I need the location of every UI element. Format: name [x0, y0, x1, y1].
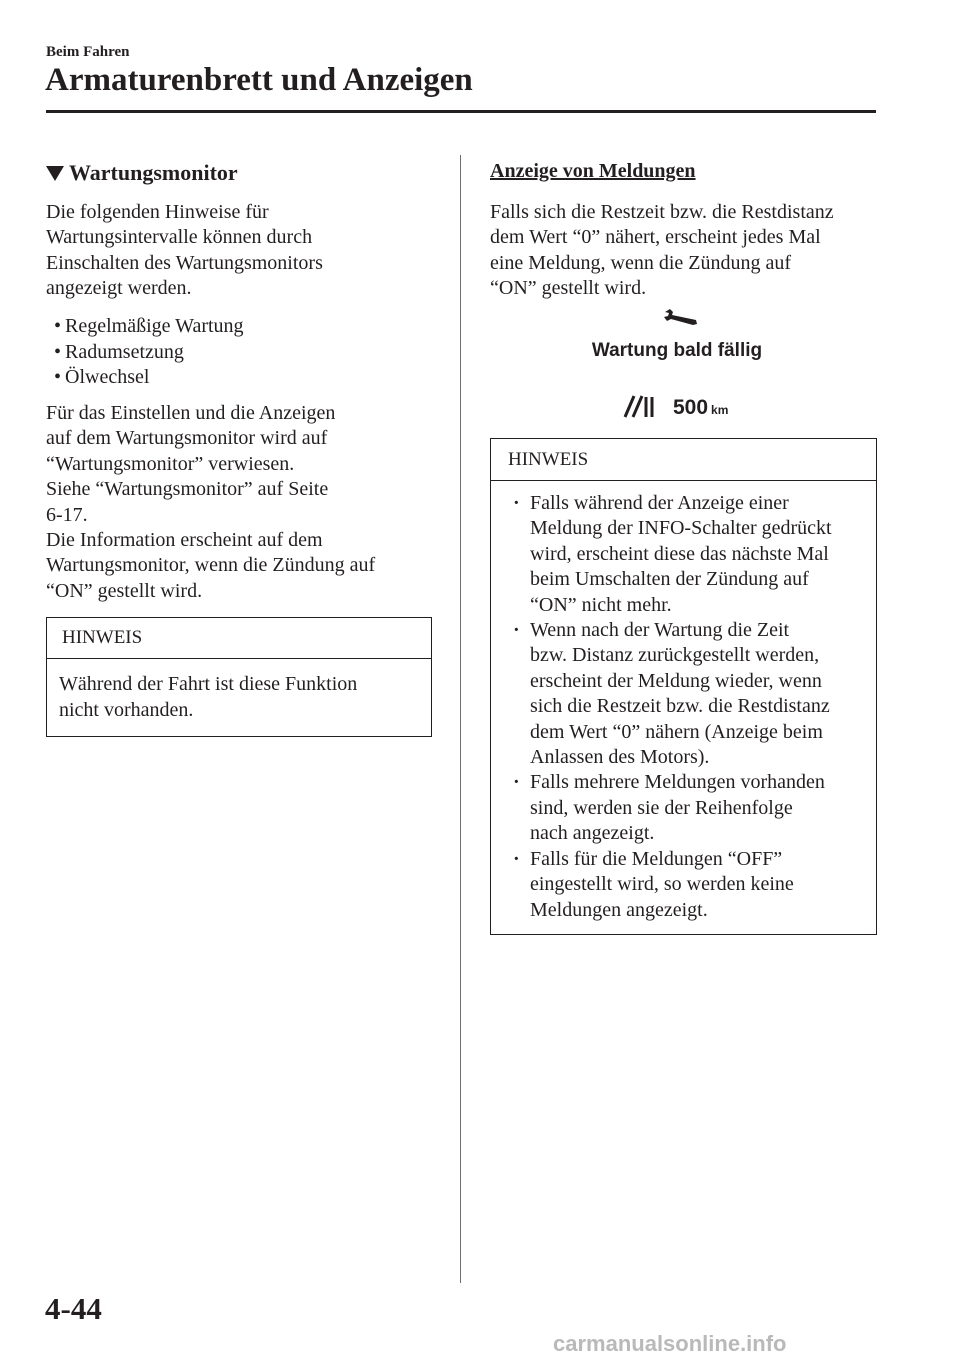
list-item [505, 770, 868, 846]
para-line: “ON” gestellt wird. [490, 277, 647, 300]
subheading-anzeige-von-meldungen: Anzeige von Meldungen [490, 160, 696, 182]
note-title: HINWEIS [491, 439, 876, 481]
intro-paragraph [46, 200, 436, 302]
note-line: nicht vorhanden. [59, 699, 194, 721]
setup-line: 6-17. [46, 503, 88, 526]
note-line: bzw. Distanz zurückgestellt werden, [530, 644, 820, 667]
service-road-icon [622, 393, 656, 419]
list-item: • Radumsetzung [54, 340, 244, 366]
setup-line: Für das Einstellen und die Anzeigen [46, 402, 336, 424]
header-rule [46, 110, 876, 113]
note-line: Meldung der INFO-Schalter gedrückt [530, 517, 832, 540]
note-line: “ON” nicht mehr. [530, 593, 672, 616]
setup-paragraph [46, 401, 446, 604]
note-body [47, 659, 431, 723]
chapter-title: Armaturenbrett und Anzeigen [45, 62, 473, 98]
list-item [505, 847, 868, 923]
note-line: sind, werden sie der Reihenfolge [530, 796, 793, 819]
note-line: Falls während der Anzeige einer [530, 492, 789, 514]
setup-line: “Wartungsmonitor” verwiesen. [46, 452, 295, 475]
distance-unit: km [711, 403, 729, 417]
watermark: carmanualsonline.info [553, 1331, 787, 1356]
note-line: Anlassen des Motors). [530, 746, 710, 769]
list-item: • Ölwechsel [54, 365, 244, 391]
note-list [491, 481, 876, 923]
intro-line: angezeigt werden. [46, 277, 192, 300]
distance-readout [673, 396, 728, 420]
note-line: beim Umschalten der Zündung auf [530, 568, 809, 591]
note-line: wird, erscheint diese das nächste Mal [530, 542, 829, 565]
note-box-left [46, 617, 432, 737]
para-line: dem Wert “0” nähert, erscheint jedes Mal [490, 226, 821, 249]
note-line: sich die Restzeit bzw. die Restdistanz [530, 695, 830, 718]
distance-value: 500 [673, 396, 709, 419]
note-title: HINWEIS [47, 618, 431, 659]
setup-line: Siehe “Wartungsmonitor” auf Seite [46, 478, 329, 501]
note-line: erscheint der Meldung wieder, wenn [530, 669, 822, 692]
note-line: Wenn nach der Wartung die Zeit [530, 619, 790, 642]
right-paragraph [490, 200, 882, 302]
para-line: eine Meldung, wenn die Zündung auf [490, 251, 792, 274]
display-message: Wartung bald fällig [591, 340, 763, 361]
subheading-text: Wartungsmonitor [69, 160, 238, 185]
list-item: • Regelmäßige Wartung [54, 314, 244, 340]
intro-line: Wartungsintervalle können durch [46, 226, 313, 249]
column-divider [460, 155, 461, 1283]
note-line: Falls für die Meldungen “OFF” [530, 847, 783, 870]
intro-line: Einschalten des Wartungsmonitors [46, 251, 323, 274]
subheading-wartungsmonitor [46, 160, 238, 186]
wrench-icon [663, 308, 699, 328]
setup-line: “ON” gestellt wird. [46, 579, 203, 602]
triangle-bullet-icon [46, 166, 64, 181]
note-line: Während der Fahrt ist diese Funktion [59, 673, 358, 695]
bullet-list [54, 314, 244, 391]
setup-line: Wartungsmonitor, wenn die Zündung auf [46, 554, 376, 577]
para-line: Falls sich die Restzeit bzw. die Restdistanz [490, 201, 834, 223]
setup-line: auf dem Wartungsmonitor wird auf [46, 427, 328, 450]
list-item [505, 618, 868, 770]
note-line: eingestellt wird, so werden keine [530, 873, 794, 896]
page-number: 4-44 [45, 1291, 102, 1326]
note-box-right [490, 438, 877, 935]
intro-line: Die folgenden Hinweise für [46, 201, 269, 223]
note-line: dem Wert “0” nähern (Anzeige beim [530, 720, 823, 743]
section-label: Beim Fahren [46, 44, 130, 60]
note-line: nach angezeigt. [530, 822, 655, 845]
list-item [505, 491, 868, 618]
note-line: Meldungen angezeigt. [530, 898, 708, 921]
setup-line: Die Information erscheint auf dem [46, 529, 323, 552]
note-line: Falls mehrere Meldungen vorhanden [530, 771, 825, 794]
